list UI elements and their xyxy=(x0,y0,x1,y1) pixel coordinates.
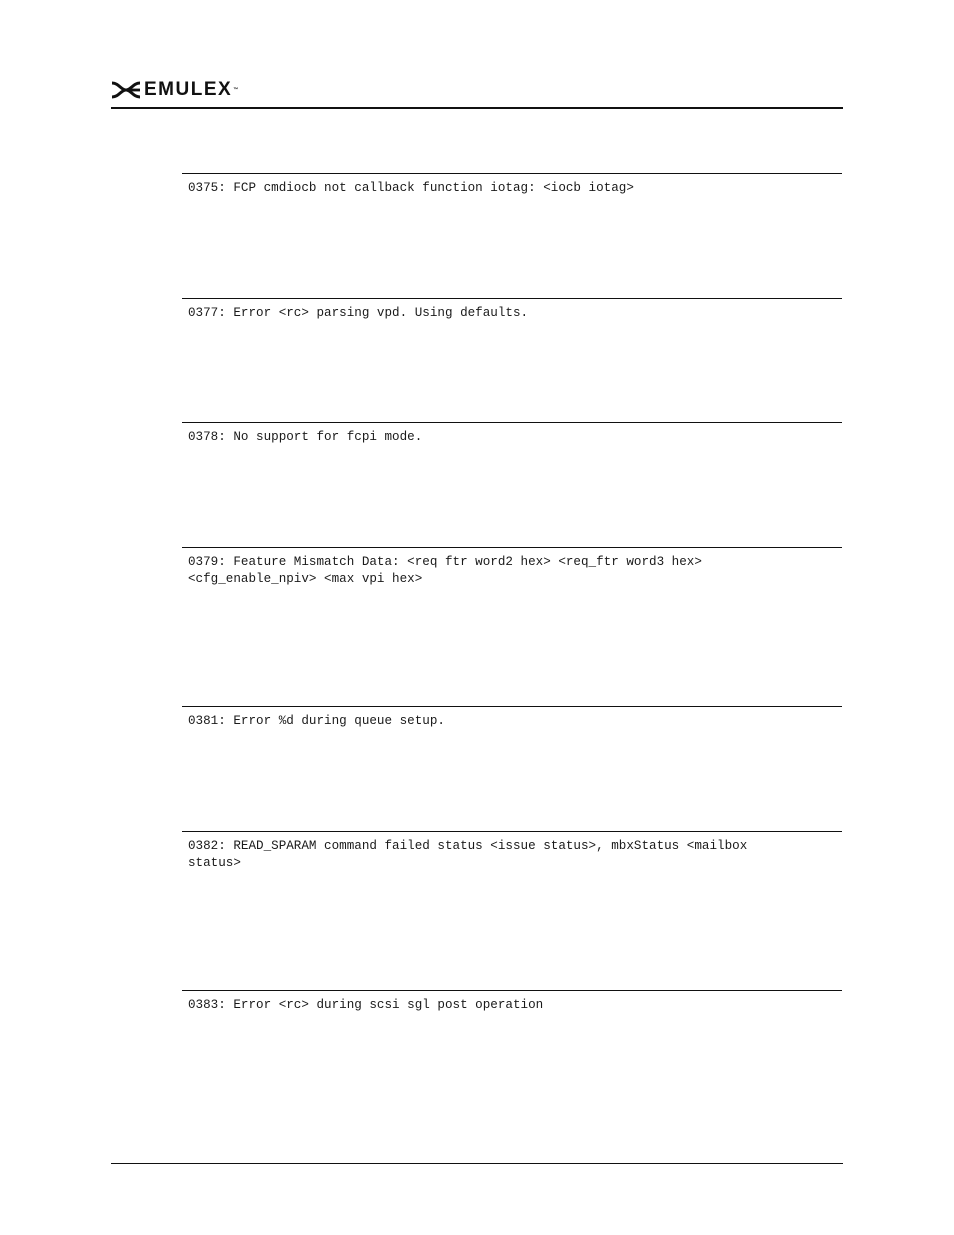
message-entry-0382 xyxy=(182,831,842,872)
message-text: 0378: No support for fcpi mode. xyxy=(188,430,423,444)
emulex-logo xyxy=(111,80,238,100)
message-text: 0379: Feature Mismatch Data: <req ftr word2 hex> <req_ftr word3 hex> <cfg_enable_npiv> <max vpi hex> xyxy=(188,555,702,586)
message-text: 0382: READ_SPARAM command failed status <issue status>, mbxStatus <mailbox status> xyxy=(188,839,748,870)
brand-name: EMULEX™ xyxy=(144,79,239,100)
header-divider xyxy=(111,107,843,109)
message-text: 0375: FCP cmdiocb not callback function iotag: <iocb iotag> xyxy=(188,181,634,195)
message-entry-0375 xyxy=(182,173,842,197)
message-entry-0383 xyxy=(182,990,842,1014)
message-text: 0377: Error <rc> parsing vpd. Using defaults. xyxy=(188,306,529,320)
message-entry-0379 xyxy=(182,547,842,588)
trademark-symbol: ™ xyxy=(233,87,239,93)
message-entry-0378 xyxy=(182,422,842,446)
footer-divider xyxy=(111,1163,843,1164)
emulex-logo-icon xyxy=(111,81,141,99)
message-text: 0383: Error <rc> during scsi sgl post operation xyxy=(188,998,544,1012)
message-text: 0381: Error %d during queue setup. xyxy=(188,714,445,728)
message-entry-0381 xyxy=(182,706,842,730)
message-entry-0377 xyxy=(182,298,842,322)
